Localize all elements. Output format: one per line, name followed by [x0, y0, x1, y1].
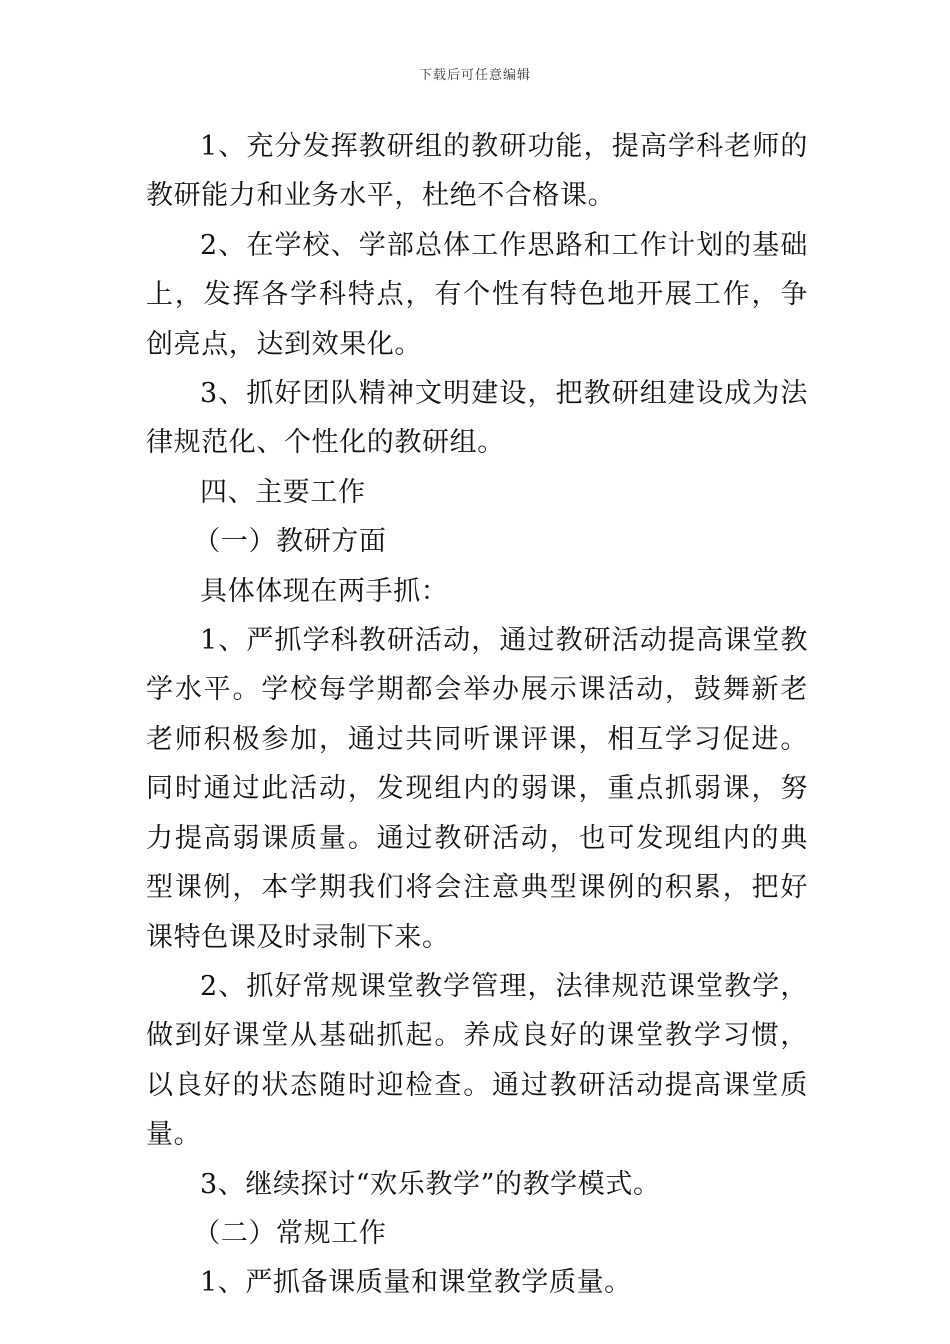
download-note: 下载后可任意编辑 [418, 68, 531, 83]
paragraph-goal-2: 2、在学校、学部总体工作思路和工作计划的基础上，发挥各学科特点，有个性有特色地开展工作，争创亮点，达到效果化。 [146, 229, 808, 360]
subsection-heading-research: （一）教研方面 [193, 526, 387, 558]
section-heading-main-work: 四、主要工作 [200, 476, 366, 508]
paragraph-research-3: 3、继续探讨“欢乐教学”的教学模式。 [200, 1168, 661, 1200]
subsection-heading-routine: （二）常规工作 [193, 1217, 387, 1249]
paragraph-goal-1: 1、充分发挥教研组的教研功能，提高学科老师的教研能力和业务水平，杜绝不合格课。 [146, 131, 808, 212]
paragraph-two-hands: 具体体现在两手抓： [200, 575, 449, 607]
paragraph-research-2: 2、抓好常规课堂教学管理，法律规范课堂教学，做到好课堂从基础抓起。养成良好的课堂教学习惯，以良好的状态随时迎检查。通过教研活动提高课堂质量。 [146, 970, 808, 1151]
paragraph-routine-1: 1、严抓备课质量和课堂教学质量。 [200, 1267, 632, 1299]
paragraph-goal-3: 3、抓好团队精神文明建设，把教研组建设成为法律规范化、个性化的教研组。 [146, 378, 808, 459]
paragraph-research-1: 1、严抓学科教研活动，通过教研活动提高课堂教学水平。学校每学期都会举办展示课活动，鼓舞新老老师积极参加，通过共同听课评课，相互学习促进。同时通过此活动，发现组内的弱课，重点抓弱课，努力提高弱课质量。通过教研活动，也可发现组内的典型课例，本学期我们将会注意典型课例的积累，把好课特色课及时录制下来。 [146, 625, 808, 953]
document-body [146, 122, 808, 1308]
